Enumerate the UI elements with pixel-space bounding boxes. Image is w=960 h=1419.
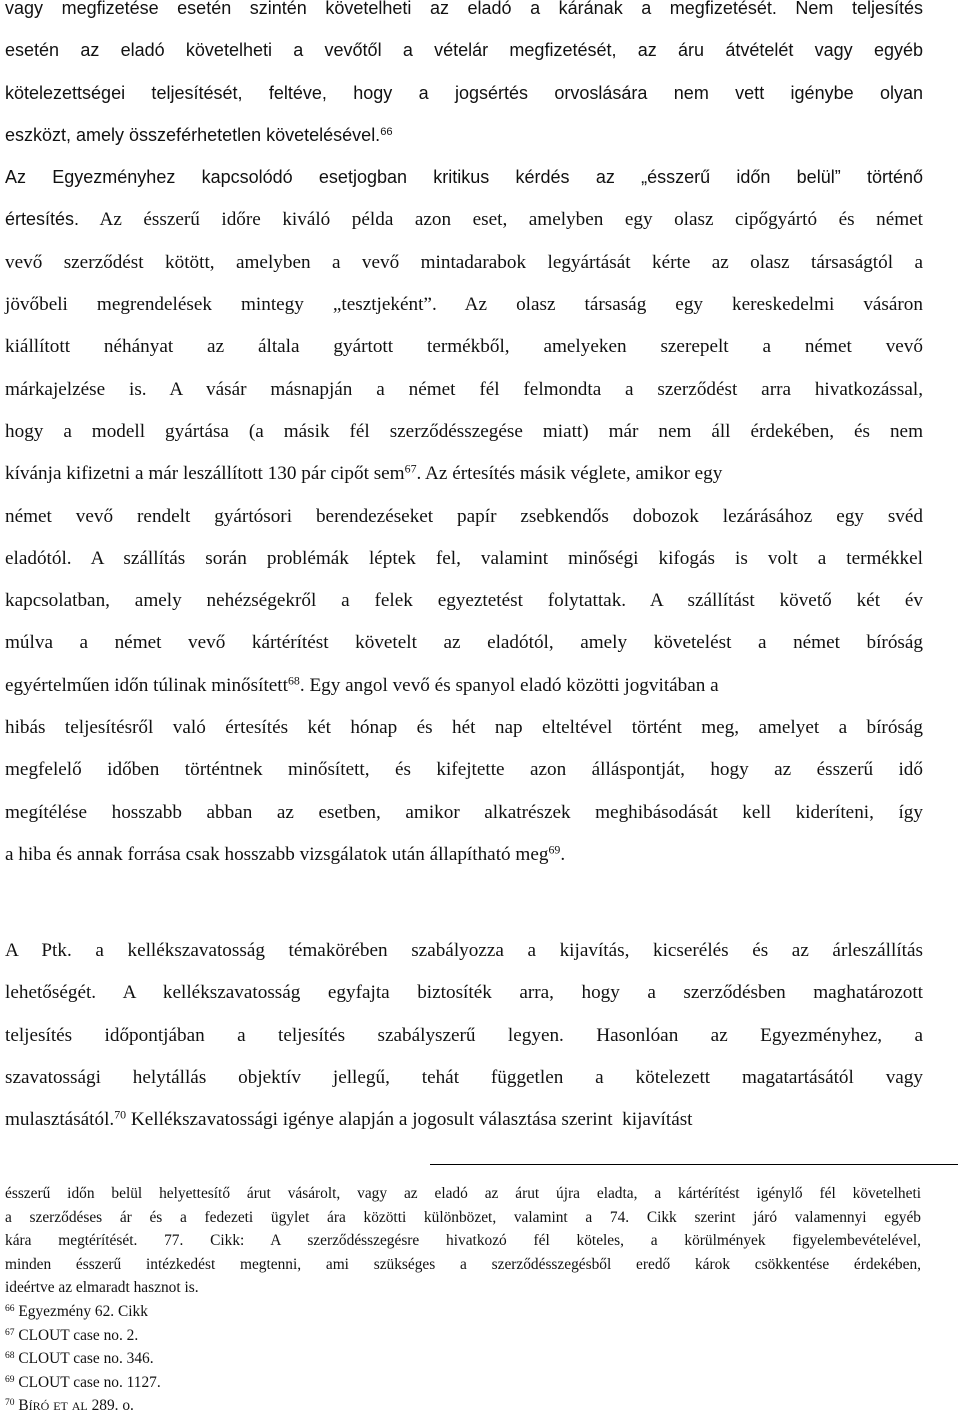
footnote-70 (5, 1394, 921, 1419)
text-line: kötelezettségei teljesítését, feltéve, hogy a jogsértés orvoslására nem vett igénybe olyan (5, 82, 923, 103)
paragraph-ptk-warranty (5, 930, 923, 1141)
text-segment: kívánja kifizetni a már leszállított 130 pár cipőt sem (5, 463, 405, 485)
text-line: A Ptk. a kellékszavatosság témakörében szabályozza a kijavítás, kicserélés és az árleszállítás (5, 940, 923, 961)
footnote-68 (5, 1347, 921, 1371)
text-line: megítélése hosszabb abban az esetben, amikor alkatrészek meghibásodását kell kideríteni, így (5, 801, 923, 823)
footnote-number: 66 (5, 1302, 15, 1314)
footnote-ref[interactable]: 68 (287, 673, 300, 688)
footnote-69 (5, 1371, 921, 1395)
footnote-line: minden ésszerű intézkedést megtenni, ami szükséges a szerződésszegésből eredő károk csökkentése érdekében, (5, 1255, 921, 1273)
footnote-text: Egyezmény 62. Cikk (14, 1302, 148, 1320)
text-line: eladótól. A szállítás során problémák léptek fel, valamint minőségi kifogás is volt a termékkel (5, 547, 923, 569)
footnote-text: ET (53, 1399, 68, 1414)
footnote-number: 68 (5, 1349, 15, 1361)
footnote-text: ÍRÓ (28, 1399, 50, 1414)
paragraph-cisg-notice (5, 0, 923, 876)
footnote-line: kára megtérítését. 77. Cikk: A szerződésszegésre hivatkozó fél köteles, a körülmények figyelembevételével, (5, 1232, 921, 1250)
text-line: kiállított néhányat az általa gyártott termékből, amelyeken szerepelt a német vevő (5, 336, 923, 358)
footnote-67 (5, 1324, 921, 1348)
text-segment: eszközt, amely összeférhetetlen követelésével. (5, 124, 381, 145)
footnote-66 (5, 1300, 921, 1324)
text-line: márkajelzése is. A vásár másnapján a német fél felmondta a szerződést arra hivatkozással, (5, 378, 923, 400)
text-segment: mulasztásától. (5, 1109, 115, 1131)
footnote-number: 70 (5, 1397, 15, 1409)
footnote-ref[interactable]: 70 (114, 1107, 127, 1122)
text-line: szavatossági helytállás objektív jellegű, tehát független a kötelezett magatartásától vagy (5, 1066, 923, 1088)
text-line (5, 114, 923, 156)
footnote-text: B (14, 1397, 29, 1415)
footnote-text: 289. o. (87, 1397, 134, 1415)
text-line (5, 453, 923, 495)
footnote-ref[interactable]: 69 (548, 842, 561, 857)
text-line (5, 198, 923, 241)
footnote-text: CLOUT case no. 346. (14, 1350, 154, 1368)
footnote-separator (430, 1164, 958, 1165)
text-segment: Kellékszavatossági igénye alapján a jogosult választása szerint kijavítást (126, 1109, 693, 1131)
footnote-line: ideértve az elmaradt hasznot is. (5, 1279, 199, 1297)
text-segment: . Az értesítés másik véglete, amikor egy (416, 463, 723, 485)
text-line (5, 1099, 923, 1141)
text-line: megfelelő időben történtnek minősített, és kifejtette azon álláspontját, hogy az ésszerű idő (5, 759, 923, 781)
text-segment: Az ésszerű időre kiváló példa azon eset, amelyben egy olasz cipőgyártó és német (79, 209, 923, 231)
footnote-ref[interactable]: 67 (404, 461, 417, 476)
footnote-line: ésszerű időn belül helyettesítő árut vásárolt, vagy az eladó az árut újra eladta, a kártérítést igénylő fél követelheti (5, 1185, 921, 1202)
footnotes (5, 1182, 921, 1419)
text-line: vagy megfizetése esetén szintén követelheti az eladó a kárának a megfizetését. Nem teljesítés (5, 0, 923, 18)
text-segment: . (560, 843, 566, 865)
footnote-text: CLOUT case no. 1127. (14, 1373, 161, 1391)
footnote-ref[interactable]: 66 (380, 125, 393, 138)
text-line: lehetőségét. A kellékszavatosság egyfajta biztosíték arra, hogy a szerződésben maghatározott (5, 982, 923, 1004)
text-line: hibás teljesítésről való értesítés két hónap és hét nap elteltével történt meg, amelyet a bíróság (5, 717, 923, 739)
text-line: esetén az eladó követelheti a vevőtől a vételár megfizetését, az áru átvételét vagy egyéb (5, 40, 923, 61)
text-segment: a hiba és annak forrása csak hosszabb vizsgálatok után állapítható meg (5, 843, 549, 865)
text-segment: értesítés. (5, 209, 80, 230)
footnote-text: AL (71, 1399, 88, 1414)
text-line: múlva a német vevő kártérítést követelt az eladótól, amely követelést a német bíróság (5, 632, 923, 654)
footnote-text: CLOUT case no. 2. (14, 1326, 139, 1344)
footnote-number: 69 (5, 1373, 15, 1385)
text-segment: egyértelműen időn túlinak minősített (5, 674, 288, 696)
text-line: német vevő rendelt gyártósori berendezéseket papír zsebkendős dobozok lezárásához egy svéd (5, 505, 923, 527)
text-line: teljesítés időpontjában a teljesítés szabályszerű legyen. Hasonlóan az Egyezményhez, a (5, 1024, 923, 1046)
text-line (5, 665, 923, 707)
text-line: kapcsolatban, amely nehézségekről a felek egyeztetést folytattak. A szállítást követő két év (5, 590, 923, 612)
text-line: jövőbeli megrendelések mintegy „tesztjeként”. Az olasz társaság egy kereskedelmi vásáron (5, 294, 923, 316)
footnote-line: a szerződéses ár és a fedezeti ügylet ára közötti különbözet, valamint a 74. Cikk szerint járó valamennyi egyéb (5, 1208, 921, 1226)
footnote-number: 67 (5, 1326, 15, 1338)
text-line: Az Egyezményhez kapcsolódó esetjogban kritikus kérdés az „ésszerű időn belül” történő (5, 167, 923, 188)
text-line: hogy a modell gyártása (a másik fél szerződésszegése miatt) már nem áll érdekében, és nem (5, 420, 923, 442)
text-line (5, 834, 923, 876)
text-segment: . Egy angol vevő és spanyol eladó közötti jogvitában a (299, 674, 719, 696)
text-line: vevő szerződést kötött, amelyben a vevő mintadarabok legyártását kérte az olasz társaságtól a (5, 251, 923, 273)
